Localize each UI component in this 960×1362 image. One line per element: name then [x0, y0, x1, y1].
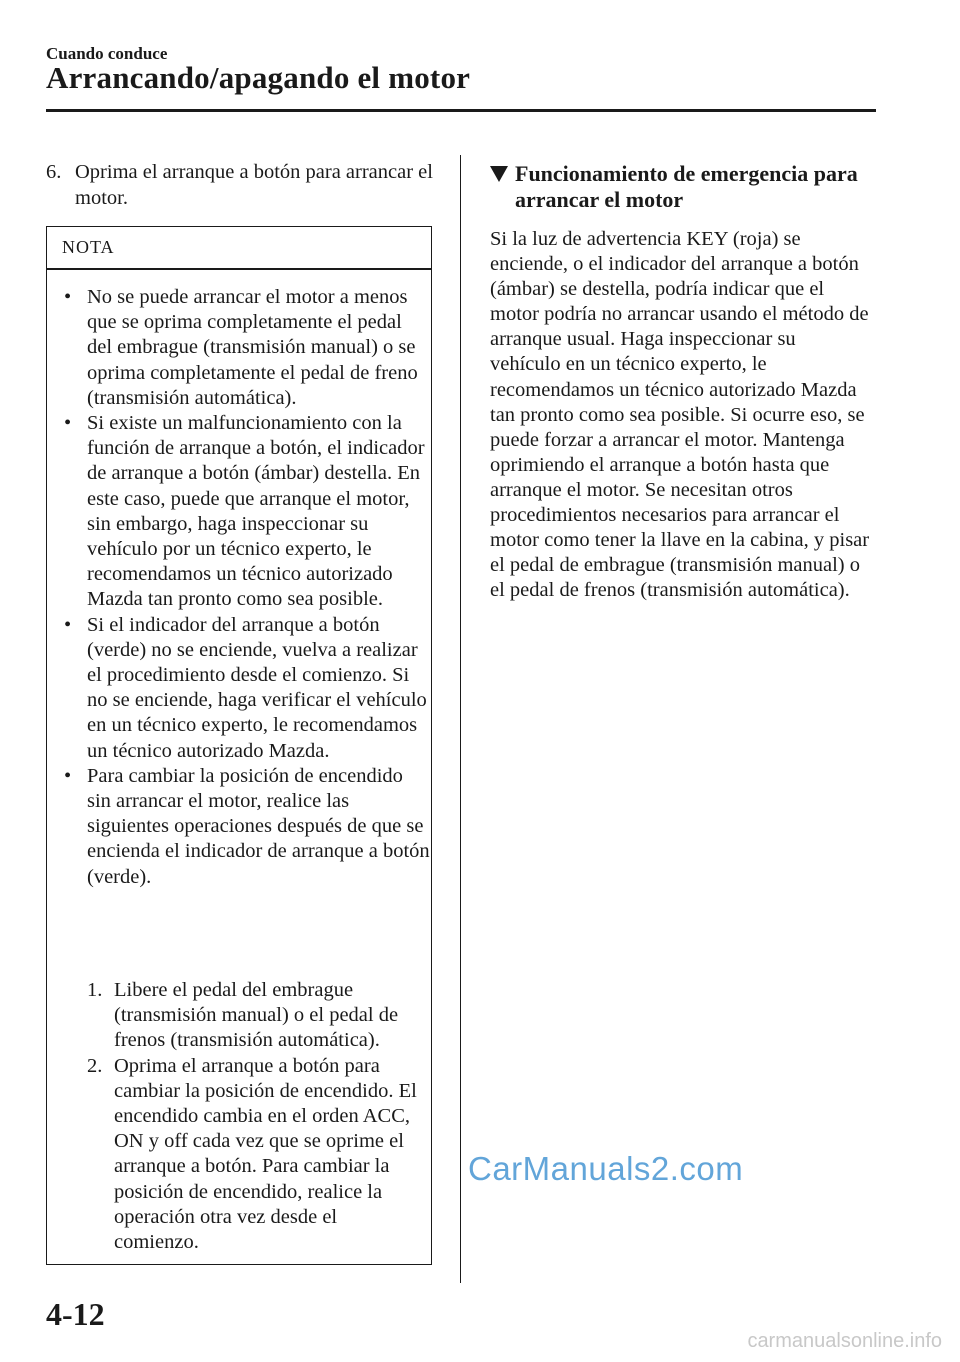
note-list [59, 285, 431, 890]
note-item-text: No se puede arrancar el motor a menos que se oprima completamente el pedal del embrague (transmisión manual) o se oprima completamente el pedal de freno (transmisión automática). [87, 286, 418, 409]
step-6 [46, 160, 436, 211]
note-item [59, 613, 431, 764]
bullet-icon: • [64, 412, 72, 435]
note-title: NOTA [47, 227, 431, 270]
note-substeps [87, 978, 427, 1255]
substep-item [87, 978, 427, 1054]
triangle-down-icon [490, 166, 508, 182]
substep-item [87, 1054, 427, 1256]
note-box [46, 226, 432, 1265]
bullet-icon: • [64, 286, 72, 308]
footer-site-link[interactable]: carmanualsonline.info [747, 1330, 942, 1352]
header-rule [46, 109, 876, 112]
watermark-logo: CarManuals2.com [468, 1150, 744, 1187]
substep-number: 2. [87, 1054, 103, 1077]
page-number: 4-12 [46, 1296, 105, 1332]
section-label: Cuando conduce [46, 44, 168, 63]
chapter-title: Arrancando/apagando el motor [46, 60, 471, 95]
step-text: Oprima el arranque a botón para arrancar el motor. [75, 161, 433, 209]
note-item-text: Si existe un malfuncionamiento con la función de arranque a botón, el indicador de arranque a botón (ámbar) destella. En este caso, puede que arranque el motor, sin embargo, haga inspeccionar su vehículo por un técnico experto, le recomendamos un técnico autorizado Mazda tan pronto como sea posible. [87, 412, 425, 611]
emergency-heading-text: Funcionamiento de emergencia para arrancar el motor [515, 161, 858, 212]
note-item [59, 764, 431, 890]
note-item [59, 285, 431, 411]
substep-text: Oprima el arranque a botón para cambiar la posición de encendido. El encendido cambia en el orden ACC, ON y off cada vez que se oprime el arranque a botón. Para cambiar la posición de encendido, realice la operación otra vez desde el comienzo. [114, 1054, 417, 1254]
bullet-icon: • [64, 764, 72, 787]
bullet-icon: • [64, 613, 72, 636]
substep-text: Libere el pedal del embrague (transmisión manual) o el pedal de frenos (transmisión automática). [114, 979, 399, 1052]
column-divider [460, 155, 461, 1283]
step-number: 6. [46, 161, 62, 183]
substep-number: 1. [87, 979, 103, 1001]
note-item-text: Si el indicador del arranque a botón (verde) no se enciende, vuelva a realizar el procedimiento desde el comienzo. Si no se enciende, haga verificar el vehículo en un técnico experto, le recomendamos un técnico autorizado Mazda. [87, 613, 427, 762]
note-item [59, 411, 431, 613]
emergency-paragraph: Si la luz de advertencia KEY (roja) se enciende, o el indicador del arranque a botón (ámbar) se destella, podría indicar que el motor podría no arrancar usando el método de arranque usual. Haga inspeccionar su vehículo en un técnico experto, le recomendamos un técnico autorizado Mazda tan pronto como sea posible. Si ocurre eso, se puede forzar a arrancar el motor. Mantenga oprimiendo el arranque a botón hasta que arranque el motor. Se necesitan otros procedimientos necesarios para arrancar el motor como tener la llave en la cabina, y pisar el pedal de embrague (transmisión manual) o el pedal de frenos (transmisión automática). [490, 228, 870, 602]
emergency-heading [490, 161, 870, 212]
note-item-text: Para cambiar la posición de encendido sin arrancar el motor, realice las siguientes operaciones después de que se encienda el indicador de arranque a botón (verde). [87, 764, 430, 888]
